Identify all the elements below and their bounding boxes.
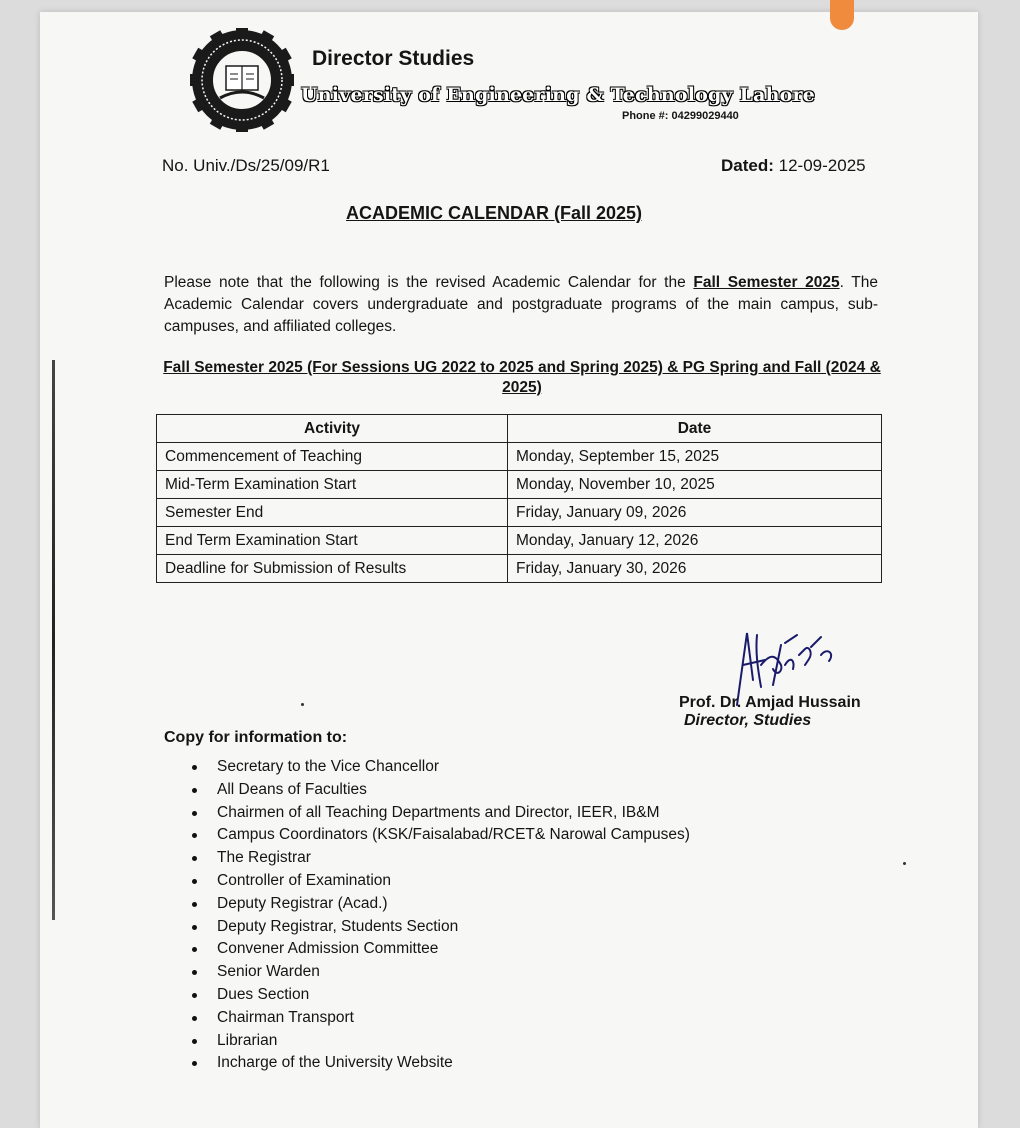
activity-cell: Deadline for Submission of Results	[157, 555, 508, 583]
university-logo-icon	[190, 28, 294, 132]
table-row	[157, 443, 882, 471]
activity-cell: Semester End	[157, 499, 508, 527]
list-item: Chairmen of all Teaching Departments and Director, IEER, IB&M	[188, 802, 690, 825]
table-row	[157, 499, 882, 527]
activity-cell: Commencement of Teaching	[157, 443, 508, 471]
page-edge-shadow	[52, 360, 55, 920]
copy-heading: Copy for information to:	[164, 729, 348, 746]
document-title: ACADEMIC CALENDAR (Fall 2025)	[346, 203, 643, 223]
date-cell: Monday, November 10, 2025	[508, 471, 882, 499]
date-cell: Friday, January 09, 2026	[508, 499, 882, 527]
orange-marker	[830, 0, 854, 30]
signer-designation: Director, Studies	[684, 712, 812, 729]
table-header-row	[157, 415, 882, 443]
signer-name: Prof. Dr. Amjad Hussain	[679, 694, 861, 711]
activity-cell: Mid-Term Examination Start	[157, 471, 508, 499]
university-name: University of Engineering & Technology Lahore	[301, 84, 816, 106]
intro-highlight: Fall Semester 2025	[693, 274, 840, 291]
list-item: Deputy Registrar, Students Section	[188, 916, 690, 939]
list-item: Librarian	[188, 1030, 690, 1053]
intro-paragraph	[164, 272, 878, 338]
dated-value: 12-09-2025	[778, 156, 866, 175]
list-item: The Registrar	[188, 847, 690, 870]
table-row	[157, 471, 882, 499]
activity-cell: End Term Examination Start	[157, 527, 508, 555]
list-item: Controller of Examination	[188, 870, 690, 893]
list-item: Secretary to the Vice Chancellor	[188, 756, 690, 779]
column-header-activity: Activity	[157, 415, 508, 443]
list-item: Campus Coordinators (KSK/Faisalabad/RCET& Narowal Campuses)	[188, 824, 690, 847]
scan-speck	[301, 703, 304, 706]
scan-speck	[903, 862, 906, 865]
intro-text-start: Please note that the following is the revised Academic Calendar for the	[164, 274, 694, 291]
dated-label: Dated:	[721, 156, 774, 175]
list-item: Senior Warden	[188, 961, 690, 984]
table-row	[157, 527, 882, 555]
list-item: Chairman Transport	[188, 1007, 690, 1030]
column-header-date: Date	[508, 415, 882, 443]
phone-number: Phone #: 04299029440	[622, 110, 739, 122]
list-item: Deputy Registrar (Acad.)	[188, 893, 690, 916]
list-item: Convener Admission Committee	[188, 938, 690, 961]
list-item: Dues Section	[188, 984, 690, 1007]
reference-number: No. Univ./Ds/25/09/R1	[162, 156, 330, 175]
issue-date	[721, 156, 866, 176]
list-item: Incharge of the University Website	[188, 1052, 690, 1075]
office-title: Director Studies	[312, 47, 475, 70]
calendar-table	[156, 414, 882, 583]
recipient-list	[188, 756, 690, 1075]
date-cell: Friday, January 30, 2026	[508, 555, 882, 583]
date-cell: Monday, January 12, 2026	[508, 527, 882, 555]
list-item: All Deans of Faculties	[188, 779, 690, 802]
table-row	[157, 555, 882, 583]
date-cell: Monday, September 15, 2025	[508, 443, 882, 471]
intro-text-end: . The Academic Calendar covers undergraduate and postgraduate programs of the main campus, sub-campuses, and affiliated colleges.	[164, 274, 878, 335]
semester-subheading: Fall Semester 2025 (For Sessions UG 2022 to 2025 and Spring 2025) & PG Spring and Fall (2024 & 2025)	[163, 359, 881, 396]
